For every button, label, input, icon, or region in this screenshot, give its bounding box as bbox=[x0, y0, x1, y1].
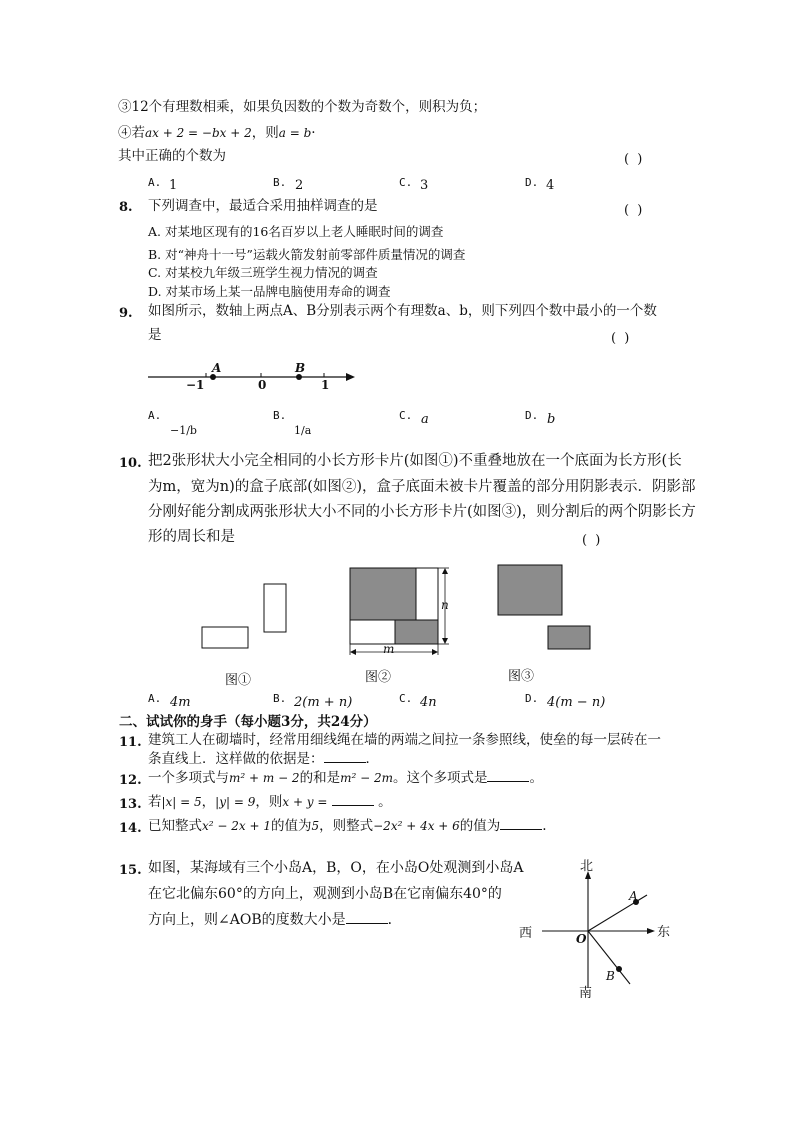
compass-a: A bbox=[629, 889, 638, 903]
question-13-number: 13. bbox=[119, 797, 142, 812]
label-minus1: −1 bbox=[186, 378, 205, 392]
question-14-number: 14. bbox=[119, 821, 142, 836]
answer-blank-12[interactable] bbox=[487, 769, 529, 782]
option-d-9[interactable]: D. bbox=[525, 409, 539, 422]
section-2-heading: 二、试试你的身手（每小题3分，共24分） bbox=[119, 714, 377, 730]
question-12-text: 一个多项式与m² + m − 2的和是m² − 2m。这个多项式是 。 bbox=[148, 770, 543, 786]
label-one: 1 bbox=[321, 378, 330, 392]
option-b-8[interactable]: B. 对“神舟十一号”运载火箭发射前零部件质量情况的调查 bbox=[148, 247, 466, 262]
figure-2-caption: 图② bbox=[365, 670, 392, 685]
question-15-line3: 方向上，则∠AOB的度数大小是 ． bbox=[148, 912, 402, 928]
option-b-10-value: 2(m + n) bbox=[294, 695, 353, 710]
option-d-10[interactable]: D. bbox=[525, 692, 539, 705]
question-8-number: 8. bbox=[119, 200, 133, 215]
label-point-a: A bbox=[212, 361, 222, 375]
question-14-text: 已知整式x² − 2x + 1的值为5，则整式−2x² + 4x + 6的值为 . bbox=[148, 818, 547, 834]
statement-3: ③12个有理数相乘，如果负因数的个数为奇数个，则积为负； bbox=[118, 99, 487, 115]
question-11-line1: 建筑工人在砌墙时，经常用细线绳在墙的两端之间拉一条参照线，使垒的每一层砖在一 bbox=[148, 732, 661, 748]
answer-blank-11[interactable] bbox=[324, 750, 366, 763]
question-12-number: 12. bbox=[119, 773, 142, 788]
question-10-line1: 把2张形状大小完全相同的小长方形卡片(如图①)不重叠地放在一个底面为长方形(长 bbox=[148, 453, 682, 469]
question-9-stem: 如图所示，数轴上两点A、B分别表示两个有理数a、b，则下列四个数中最小的一个数 bbox=[148, 303, 657, 319]
card-vertical-in-box bbox=[416, 568, 438, 620]
shaded-rect-large bbox=[498, 565, 562, 615]
option-a-9[interactable]: A. bbox=[148, 409, 162, 422]
label-n: n bbox=[441, 598, 449, 612]
shaded-bottom bbox=[395, 620, 438, 644]
label-point-b: B bbox=[295, 361, 306, 375]
compass-east: 东 bbox=[657, 925, 671, 940]
axis-arrow bbox=[346, 373, 355, 381]
answer-blank-13[interactable] bbox=[332, 793, 374, 806]
option-c-9[interactable]: C. bbox=[399, 409, 413, 422]
option-c-7[interactable]: C. bbox=[399, 176, 413, 189]
question-10-number: 10. bbox=[119, 456, 142, 471]
question-10-line2: 为m，宽为n)的盒子底部(如图②)，盒子底面未被卡片覆盖的部分用阴影表示．阴影部 bbox=[148, 479, 696, 495]
question-10-line4: 形的周长和是 bbox=[148, 529, 235, 545]
option-c-10-value: 4n bbox=[420, 695, 437, 710]
option-c-8[interactable]: C. 对某校九年级三班学生视力情况的调查 bbox=[148, 265, 378, 280]
label-zero: 0 bbox=[258, 378, 267, 392]
option-b-9[interactable]: B. bbox=[273, 409, 287, 422]
question-10-line3: 分刚好能分割成两张形状大小不同的小长方形卡片(如图③)，则分割后的两个阴影长方 bbox=[148, 504, 696, 520]
option-a-9-value: −1/b bbox=[170, 424, 197, 437]
point-b-island bbox=[616, 966, 622, 972]
option-d-8[interactable]: D. 对某市场上某一品牌电脑使用寿命的调查 bbox=[148, 284, 391, 299]
figure-3-caption: 图③ bbox=[508, 669, 535, 684]
answer-blank-14[interactable] bbox=[500, 817, 542, 830]
compass-south: 南 bbox=[579, 986, 593, 1001]
question-11-number: 11. bbox=[119, 735, 142, 750]
option-b-7-value: 2 bbox=[295, 178, 304, 193]
correct-count-question: 其中正确的个数为 bbox=[118, 148, 226, 164]
option-a-8[interactable]: A. 对某地区现有的16名百岁以上老人睡眠时间的调查 bbox=[148, 224, 444, 239]
option-a-7[interactable]: A. bbox=[148, 176, 162, 189]
question-15-line2: 在它北偏东60°的方向上，观测到小岛B在它南偏东40°的 bbox=[148, 886, 502, 902]
compass-o: O bbox=[576, 932, 587, 946]
figure-3 bbox=[495, 562, 595, 654]
option-b-9-value: 1/a bbox=[294, 424, 312, 437]
card-horizontal bbox=[202, 627, 248, 648]
option-d-9-value: b bbox=[547, 412, 556, 427]
option-d-7-value: 4 bbox=[546, 178, 555, 193]
question-15-number: 15. bbox=[119, 863, 142, 878]
option-d-7[interactable]: D. bbox=[525, 176, 539, 189]
option-c-9-value: a bbox=[421, 412, 429, 427]
question-8-stem: 下列调查中，最适合采用抽样调查的是 bbox=[148, 198, 378, 214]
option-c-7-value: 3 bbox=[420, 178, 429, 193]
shaded-top bbox=[350, 568, 416, 620]
option-a-7-value: 1 bbox=[169, 178, 178, 193]
label-m: m bbox=[383, 642, 395, 656]
question-11-line2: 条直线上．这样做的依据是： ． bbox=[148, 751, 379, 767]
question-9-number: 9. bbox=[119, 306, 133, 321]
option-d-10-value: 4(m − n) bbox=[547, 695, 606, 710]
option-b-7[interactable]: B. bbox=[273, 176, 287, 189]
option-c-10[interactable]: C. bbox=[399, 692, 413, 705]
shaded-rect-small bbox=[548, 626, 590, 649]
question-15-line1: 如图，某海域有三个小岛A，B，O，在小岛O处观测到小岛A bbox=[148, 860, 524, 876]
compass-north: 北 bbox=[580, 859, 594, 874]
compass-b: B bbox=[606, 969, 615, 983]
option-a-10[interactable]: A. bbox=[148, 692, 162, 705]
figure-1-caption: 图① bbox=[225, 673, 252, 688]
compass-diagram bbox=[530, 868, 670, 993]
card-vertical bbox=[264, 584, 286, 632]
option-a-10-value: 4m bbox=[170, 695, 191, 710]
figure-1 bbox=[200, 583, 290, 651]
statement-4: ④若ax + 2 = −bx + 2，则a = b· bbox=[118, 125, 316, 141]
answer-paren-7: ( ) bbox=[624, 152, 645, 167]
answer-paren-8: ( ) bbox=[624, 203, 645, 218]
compass-west: 西 bbox=[519, 926, 533, 941]
question-13-text: 若|x| = 5，|y| = 9，则x + y = 。 bbox=[148, 794, 392, 810]
answer-blank-15[interactable] bbox=[346, 911, 388, 924]
answer-paren-10: ( ) bbox=[582, 533, 603, 548]
answer-paren-9: ( ) bbox=[611, 331, 632, 346]
option-b-10[interactable]: B. bbox=[273, 692, 287, 705]
question-9-stem-cont: 是 bbox=[148, 327, 162, 343]
